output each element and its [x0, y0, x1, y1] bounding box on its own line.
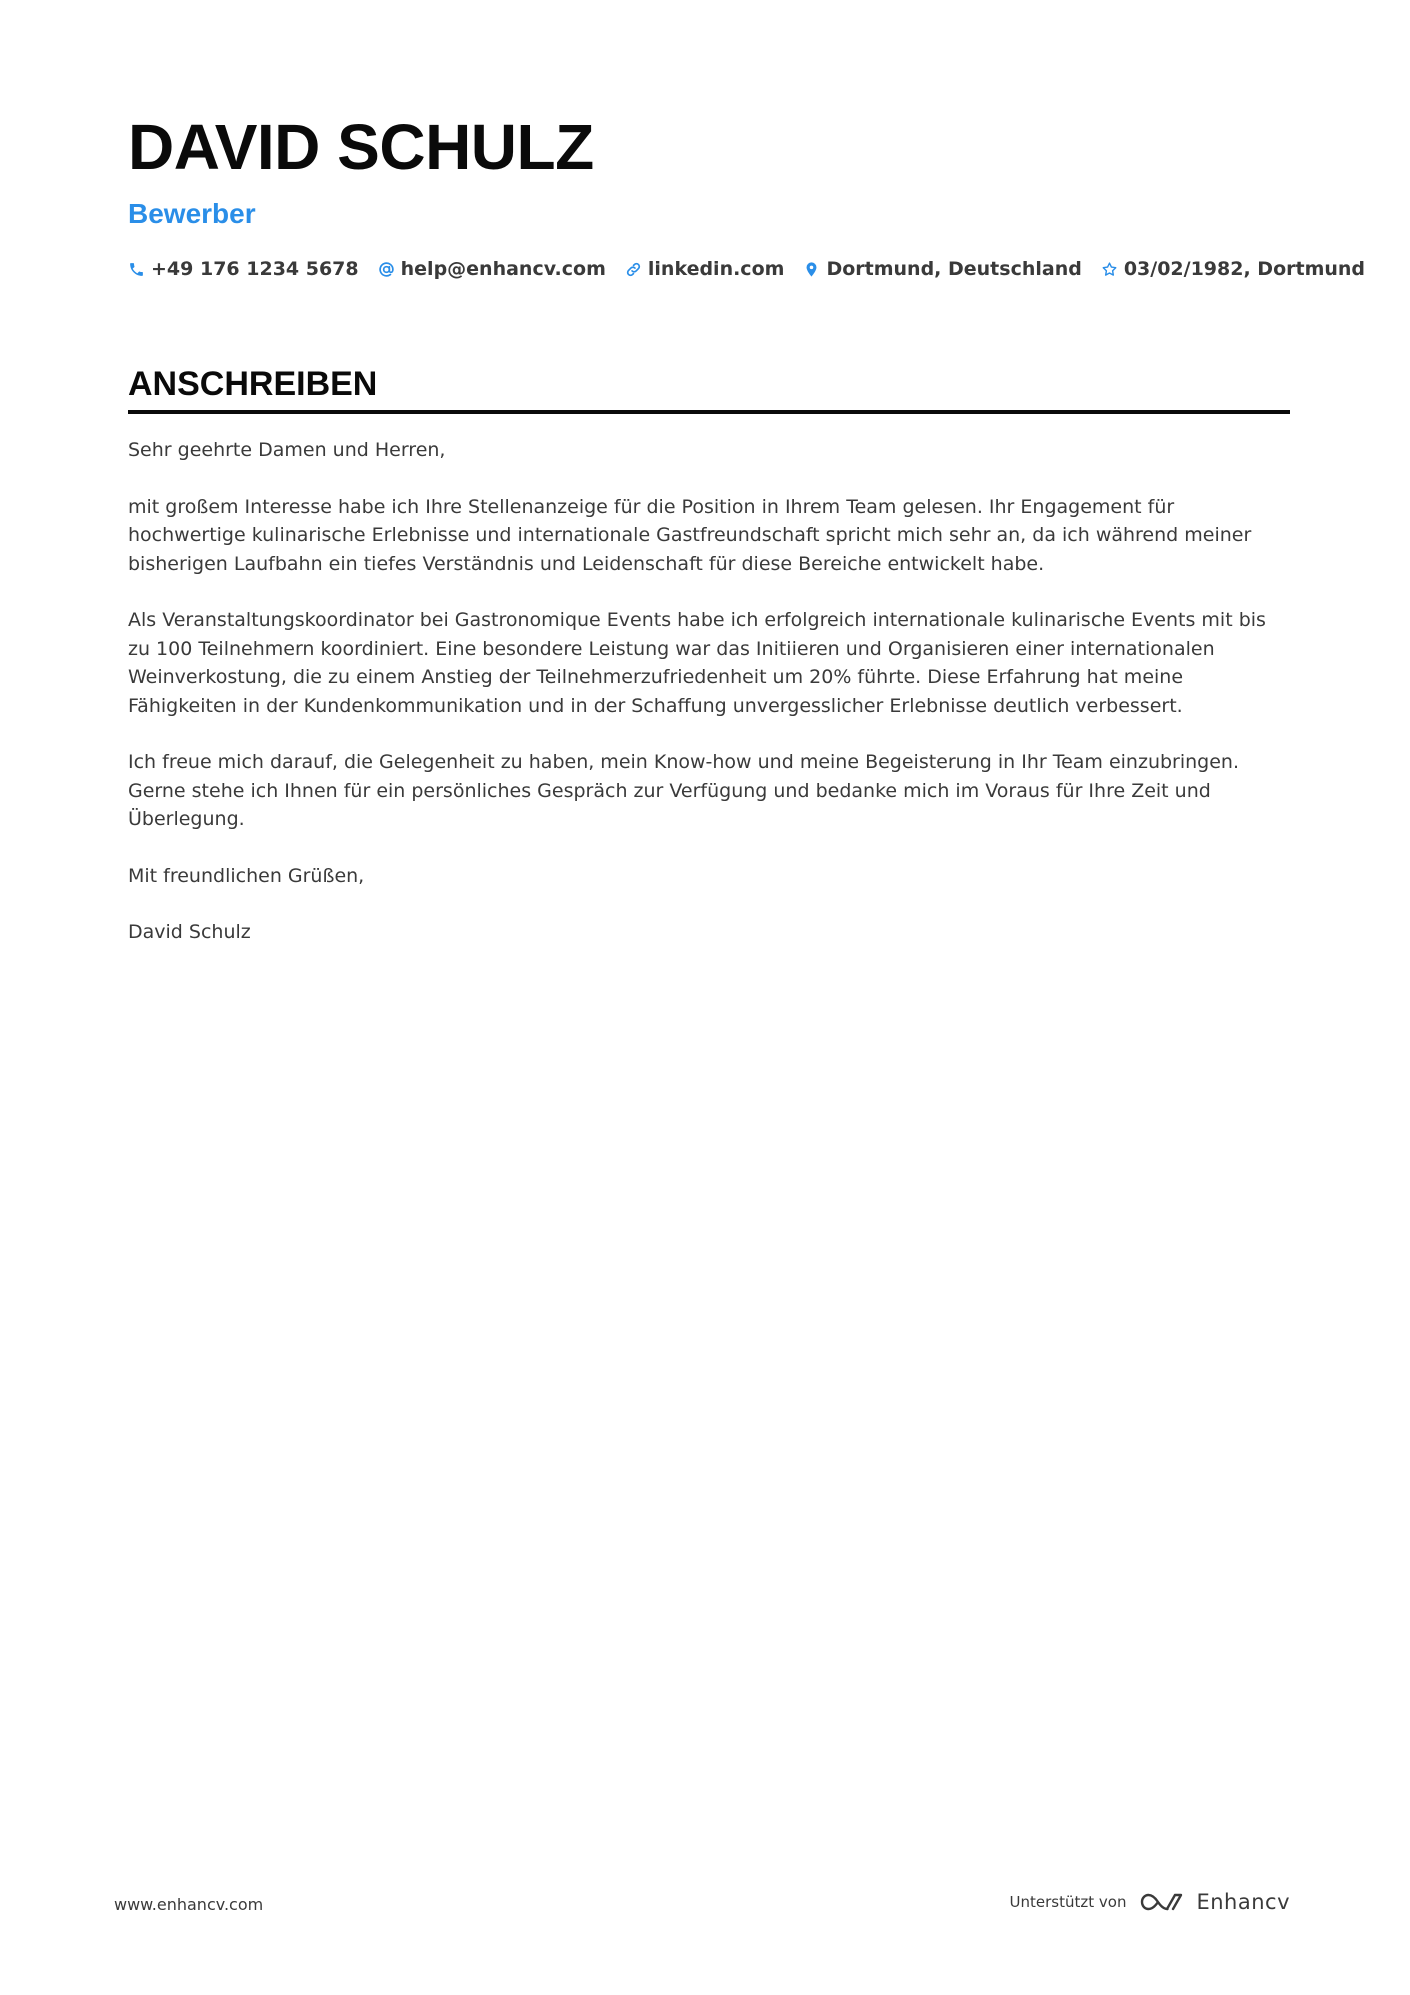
brand-name: Enhancv: [1196, 1890, 1290, 1914]
footer-website[interactable]: www.enhancv.com: [114, 1895, 264, 1914]
link-icon: [625, 261, 642, 278]
letter-closing: Mit freundlichen Grüßen,: [128, 864, 365, 887]
at-icon: [378, 261, 395, 278]
letter-paragraph-3: Ich freue mich darauf, die Gelegenheit zu haben, mein Know-how und meine Begeisterung in Ihr Team einzubringen. Gerne stehe ich Ihnen für ein persönliches Gespräch zur Verfügung und bedanke mich im Voraus für Ihre Zeit und Überlegung.: [128, 751, 1240, 830]
footer-branding[interactable]: [1010, 1890, 1290, 1914]
phone-icon: [128, 261, 145, 278]
contact-linkedin[interactable]: [625, 258, 785, 280]
letter-signature: David Schulz: [128, 921, 251, 943]
powered-by-text: Unterstützt von: [1009, 1893, 1127, 1911]
applicant-name: DAVID SCHULZ: [128, 111, 594, 183]
linkedin-text: linkedin.com: [647, 258, 785, 280]
letter-body: [128, 436, 1290, 947]
location-text: Dortmund, Deutschland: [826, 258, 1082, 280]
letter-paragraph-1: mit großem Interesse habe ich Ihre Stellenanzeige für die Position in Ihrem Team gelesen. Ihr Engagement für hochwertige kulinarische Erlebnisse und internationale Gastfreundschaft spricht mich sehr an, da ich während meiner bisherigen Laufbahn ein tiefes Verständnis und Leidenschaft für diese Bereiche entwickelt habe.: [128, 495, 1252, 575]
contact-email[interactable]: [378, 258, 606, 280]
phone-text: +49 176 1234 5678: [151, 258, 359, 280]
email-text: help@enhancv.com: [400, 258, 606, 280]
section-divider: [128, 410, 1290, 414]
location-pin-icon: [803, 261, 820, 278]
star-icon: [1101, 261, 1118, 278]
applicant-role: Bewerber: [128, 198, 256, 229]
cover-letter-page: [128, 108, 1366, 975]
contact-birth: [1101, 258, 1365, 280]
letter-salutation: Sehr geehrte Damen und Herren,: [128, 439, 446, 461]
contact-bar: [128, 258, 1366, 280]
birth-text: 03/02/1982, Dortmund: [1123, 258, 1366, 280]
section-title: ANSCHREIBEN: [128, 365, 378, 403]
contact-phone[interactable]: [128, 258, 359, 280]
letter-paragraph-2: Als Veranstaltungskoordinator bei Gastronomique Events habe ich erfolgreich internationale kulinarische Events mit bis zu 100 Teilnehmern koordiniert. Eine besondere Leistung war das Initiieren und Organisieren einer internationalen Weinverkostung, die zu einem Anstieg der Teilnehmerzufriedenheit um 20% führte. Diese Erfahrung hat meine Fähigkeiten in der Kundenkommunikation und in der Schaffung unvergesslicher Erlebnisse deutlich verbessert.: [128, 609, 1266, 717]
contact-location: [803, 258, 1081, 280]
enhancv-logo-icon: [1138, 1890, 1184, 1914]
